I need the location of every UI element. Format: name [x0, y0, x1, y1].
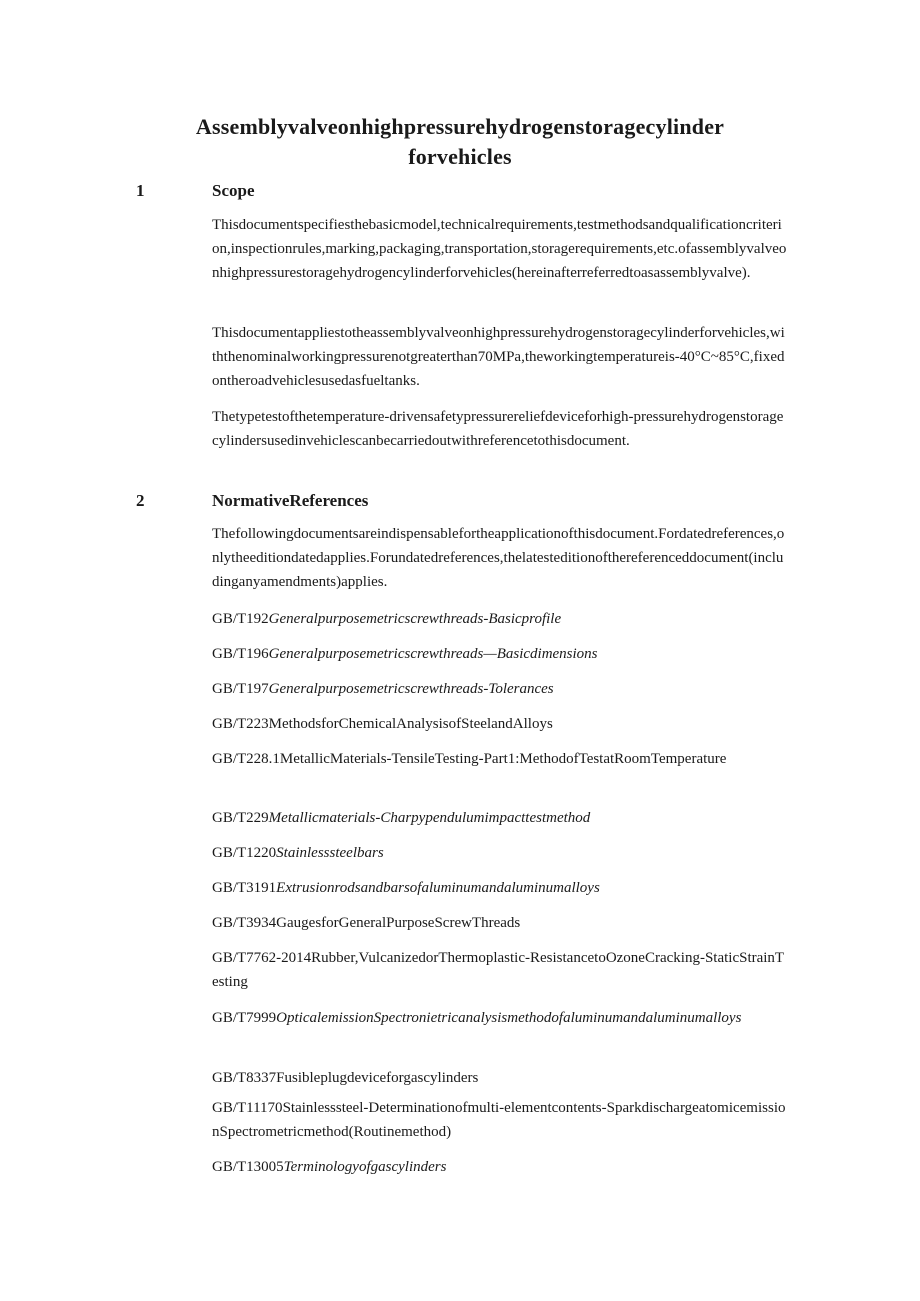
- document-title-line-1: Assemblyvalveonhighpressurehydrogenstoragecylinder: [195, 114, 725, 139]
- reference-code: GB/T7999: [212, 1010, 277, 1026]
- reference-title: OpticalemissionSpectronietricanalysismethodofaluminumandaluminumalloys: [276, 1010, 742, 1026]
- document-title: [0, 112, 920, 172]
- reference-title: Stainlesssteel-Determinationofmulti-elementcontents-SparkdischargeatomicemissionSpectrometricmethod(Routinemethod): [212, 1100, 786, 1140]
- reference-item: [212, 876, 788, 900]
- scope-paragraph-2: Thisdocumentappliestotheassemblyvalveonhighpressurehydrogenstoragecylinderforvehicles,withthenominalworkingpressurenotgreaterthan70MPa,theworkingtemperatureis-40°C~85°C,fixedontheroadvehiclesusedasfueltanks.: [212, 325, 785, 389]
- reference-title: MethodsforChemicalAnalysisofSteelandAlloys: [268, 716, 553, 732]
- reference-title: Terminologyofgascylinders: [283, 1159, 447, 1175]
- reference-code: GB/T192: [212, 611, 269, 627]
- reference-code: GB/T13005: [212, 1159, 284, 1175]
- reference-code: GB/T228.1: [212, 751, 280, 767]
- reference-item: [212, 607, 788, 631]
- reference-code: GB/T223: [212, 716, 269, 732]
- reference-item: [212, 1006, 788, 1030]
- reference-item: [212, 642, 788, 666]
- reference-code: GB/T196: [212, 646, 269, 662]
- reference-title: Generalpurposemetricscrewthreads-Tolerances: [268, 681, 554, 697]
- reference-item: [212, 1096, 788, 1144]
- reference-item: [212, 712, 788, 736]
- reference-code: GB/T197: [212, 681, 269, 697]
- reference-item: [212, 1066, 788, 1090]
- reference-title: Generalpurposemetricscrewthreads—Basicdimensions: [268, 646, 598, 662]
- section-2-number: 2: [136, 491, 145, 510]
- reference-item: [212, 841, 788, 865]
- section-1-heading: Scope: [212, 181, 255, 200]
- section-2-heading: NormativeReferences: [212, 491, 369, 510]
- reference-title: Extrusionrodsandbarsofaluminumandaluminumalloys: [276, 880, 600, 896]
- reference-item: [212, 946, 788, 994]
- reference-code: GB/T3191: [212, 880, 277, 896]
- section-1-number: 1: [136, 181, 145, 200]
- reference-code: GB/T11170: [212, 1100, 283, 1116]
- reference-title: Generalpurposemetricscrewthreads-Basicprofile: [268, 611, 562, 627]
- scope-paragraph-3: Thetypetestofthetemperature-drivensafetypressurereliefdeviceforhigh-pressurehydrogenstoragecylindersusedinvehiclescanbecarriedoutwithreferencetothisdocument.: [212, 409, 784, 449]
- reference-title: Rubber,VulcanizedorThermoplastic-ResistancetoOzoneCracking-StaticStrainTesting: [212, 950, 785, 990]
- reference-code: GB/T1220: [212, 845, 277, 861]
- reference-item: [212, 1155, 788, 1179]
- reference-code: GB/T7762-2014: [212, 950, 312, 966]
- reference-item: [212, 911, 788, 935]
- reference-item: [212, 747, 788, 771]
- references-intro-paragraph: Thefollowingdocumentsareindispensablefortheapplicationofthisdocument.Fordatedreferences,onlytheeditiondatedapplies.Forundatedreferences,thelatesteditionofthereferenceddocument(includinganyamendments)applies.: [212, 526, 785, 590]
- reference-title: Metallicmaterials-Charpypendulumimpacttestmethod: [268, 810, 591, 826]
- scope-paragraph-1: Thisdocumentspecifiesthebasicmodel,technicalrequirements,testmethodsandqualificationcriterion,inspectionrules,marking,packaging,transportation,storagerequirements,etc.ofassemblyvalveonhighpressurestoragehydrogencylinderforvehicles(hereinafterreferredtoasassemblyvalve).: [212, 217, 787, 281]
- reference-code: GB/T229: [212, 810, 269, 826]
- reference-title: Stainlesssteelbars: [276, 845, 384, 861]
- reference-title: MetallicMaterials-TensileTesting-Part1:MethodofTestatRoomTemperature: [279, 751, 727, 767]
- reference-title: Fusibleplugdeviceforgascylinders: [276, 1070, 479, 1086]
- reference-item: [212, 806, 788, 830]
- reference-code: GB/T8337: [212, 1070, 277, 1086]
- document-title-line-2: forvehicles: [408, 144, 512, 169]
- reference-title: GaugesforGeneralPurposeScrewThreads: [276, 915, 521, 931]
- reference-item: [212, 677, 788, 701]
- reference-code: GB/T3934: [212, 915, 277, 931]
